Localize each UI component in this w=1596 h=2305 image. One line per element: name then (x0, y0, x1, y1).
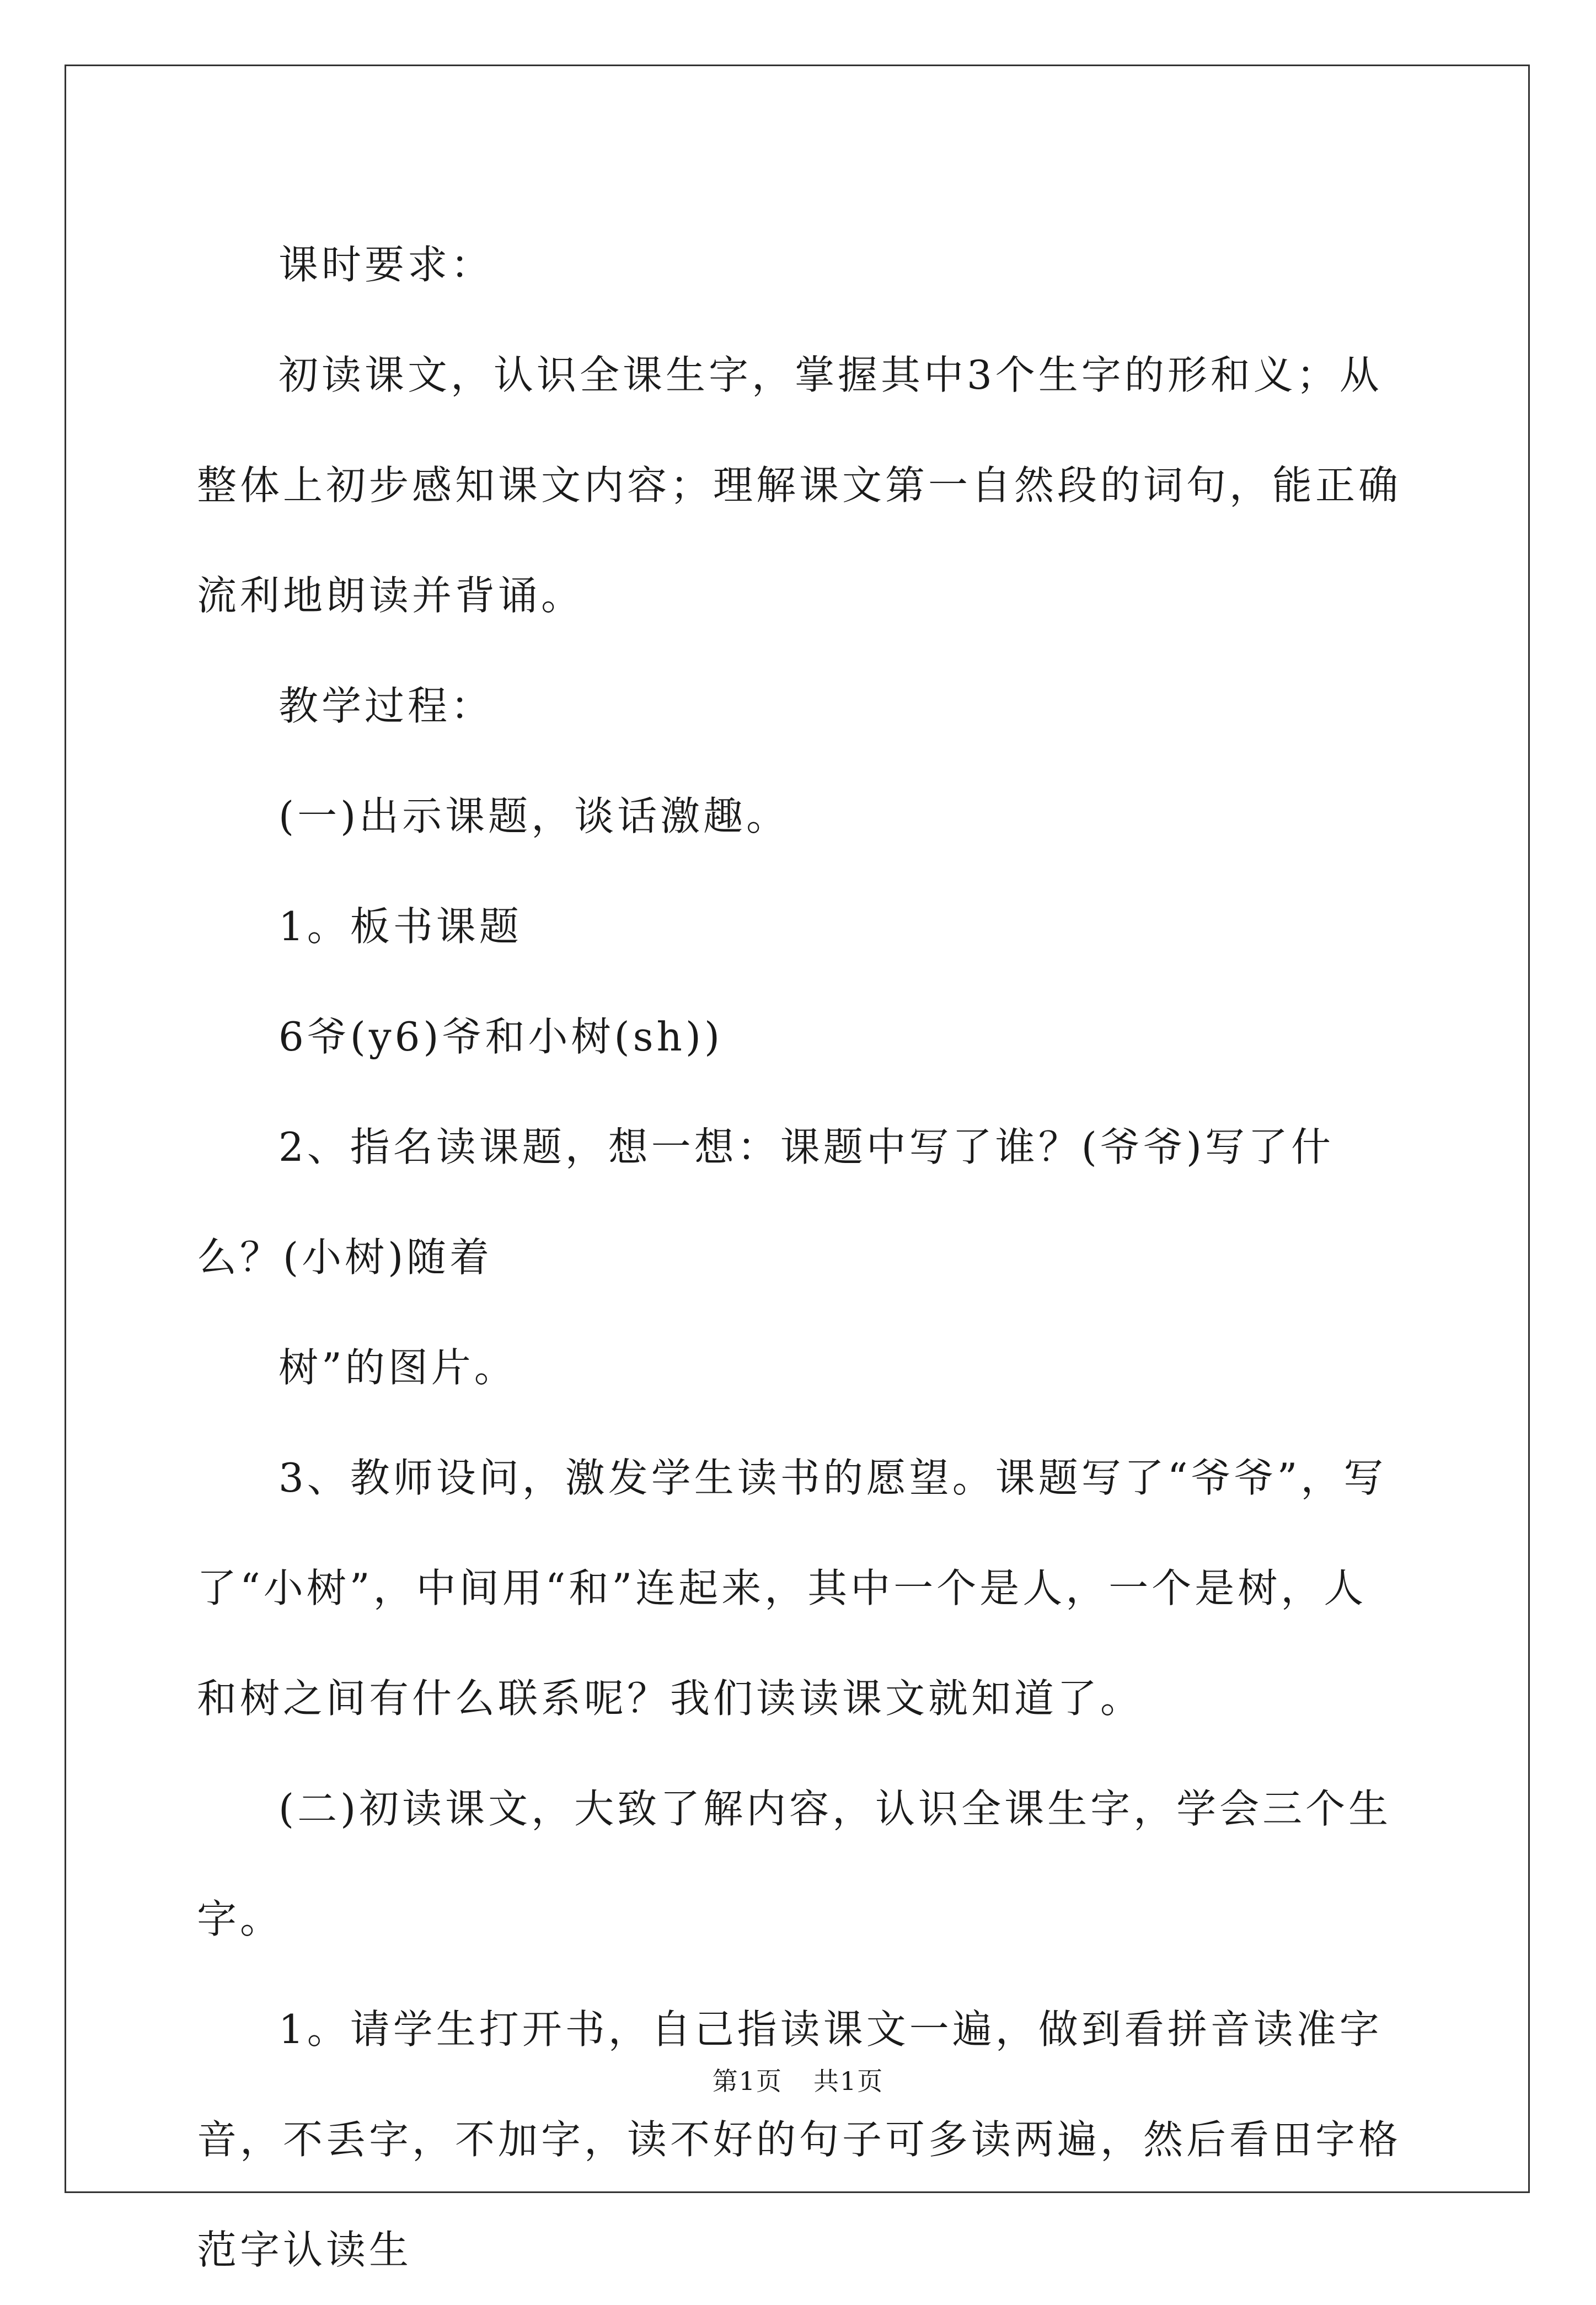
document-body (197, 210, 1408, 2305)
paragraph: 2、指名读课题，想一想：课题中写了谁？(爷爷)写了什么？(小树)随着 (197, 1124, 1334, 1280)
page-footer (0, 2061, 1596, 2098)
paragraph: 教学过程： (279, 683, 494, 729)
paragraph: 树”的图片。 (279, 1344, 517, 1391)
page-number-total: 共1页 (813, 2066, 884, 2096)
paragraph: 课时要求： (279, 242, 494, 288)
paragraph: 1。请学生打开书，自己指读课文一遍，做到看拼音读准字音，不丢字，不加字，读不好的句子可多读两遍，然后看田字格范字认读生 (197, 2006, 1402, 2273)
page-number-current: 第1页 (712, 2066, 783, 2096)
paragraph: (一)出示课题，谈话激趣。 (279, 793, 790, 839)
paragraph: (二)初读课文，大致了解内容，认识全课生字，学会三个生字。 (197, 1786, 1392, 1942)
paragraph: 1。板书课题 (279, 903, 522, 950)
paragraph: 6爷(y6)爷和小树(sh)) (279, 1014, 724, 1060)
paragraph: 3、教师设问，激发学生读书的愿望。课题写了“爷爷”，写了“小树”，中间用“和”连起来，其中一个是人，一个是树，人和树之间有什么联系呢？我们读读课文就知道了。 (197, 1455, 1387, 1722)
paragraph: 初读课文，认识全课生字，掌握其中3个生字的形和义；从整体上初步感知课文内容；理解课文第一自然段的词句，能正确流利地朗读并背诵。 (197, 352, 1402, 619)
